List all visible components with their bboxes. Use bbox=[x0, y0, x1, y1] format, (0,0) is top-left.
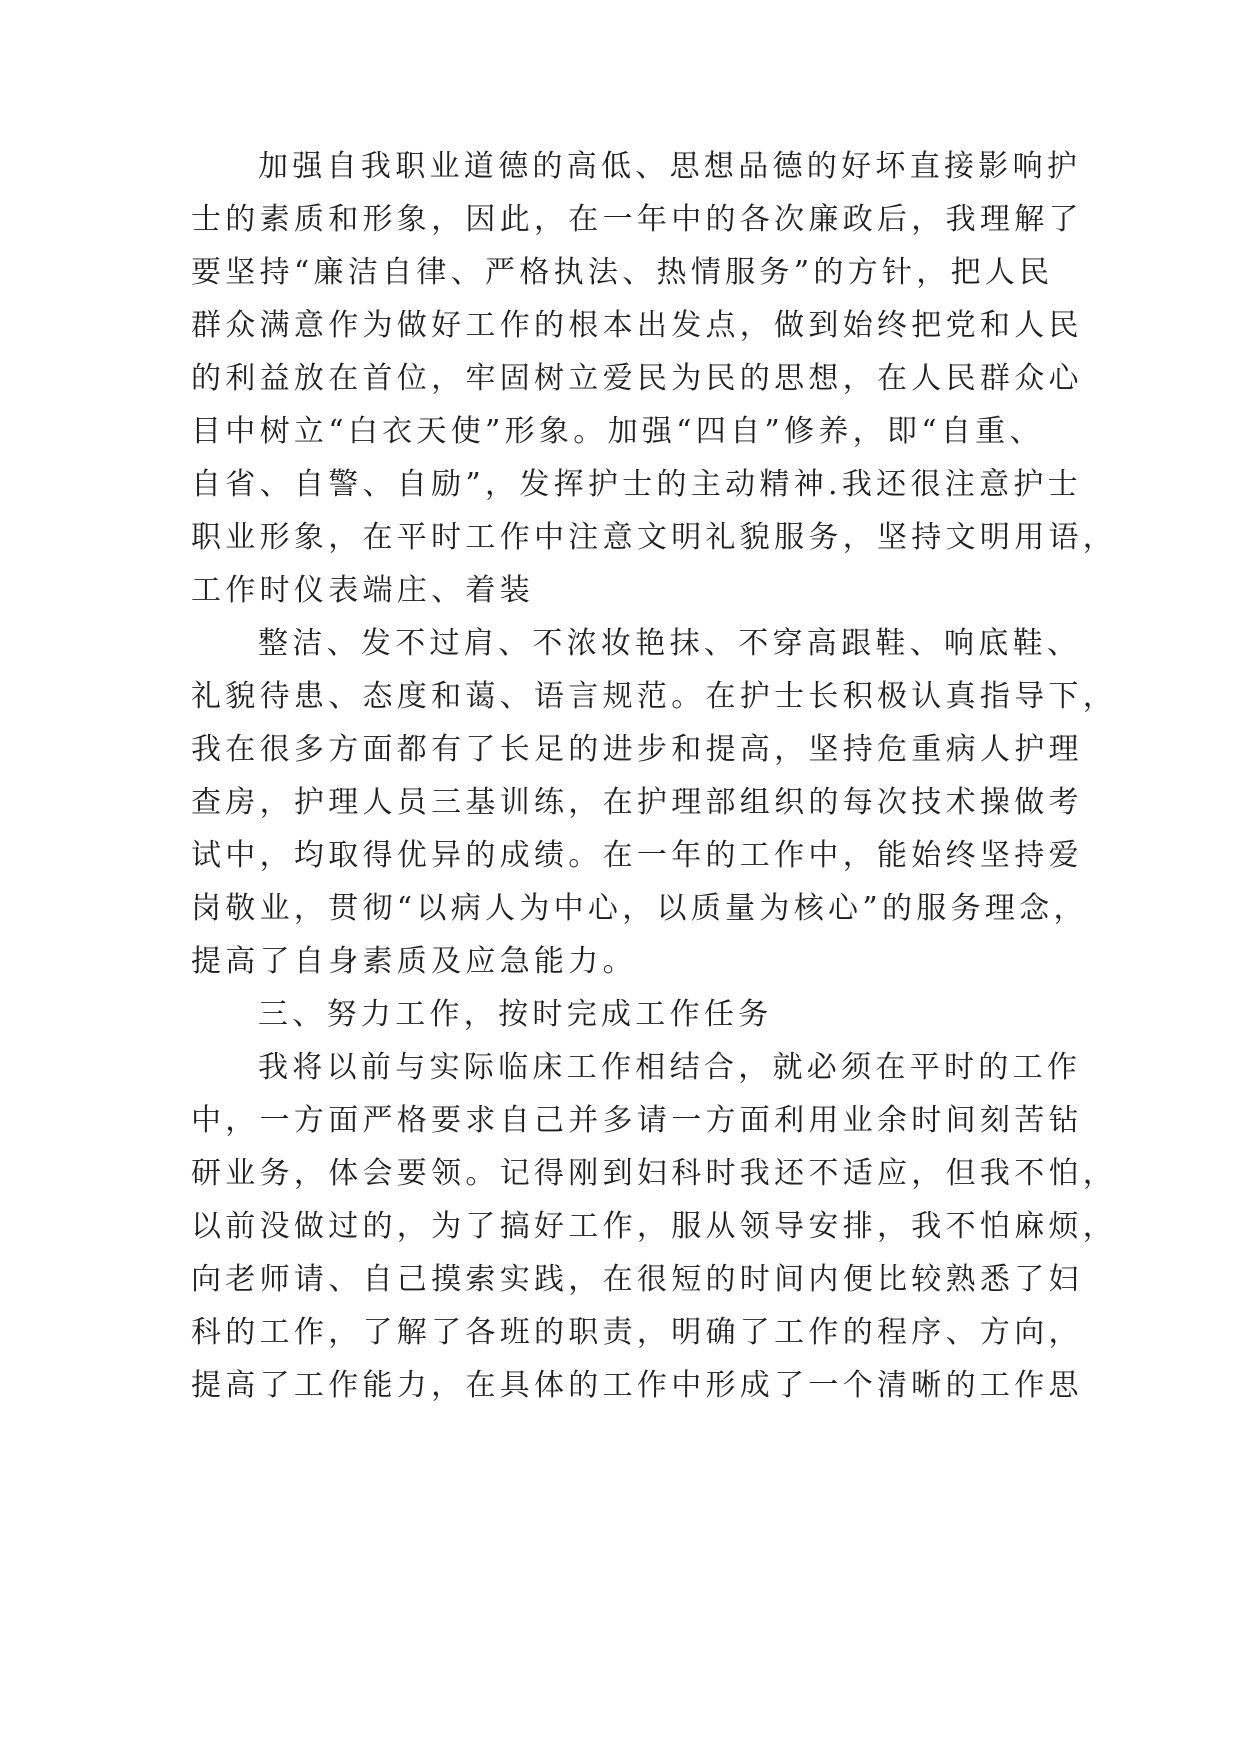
text-line bbox=[0, 1303, 1241, 1363]
text-line bbox=[0, 1144, 1241, 1204]
line-text: 试中，均取得优异的成绩。在一年的工作中，能始终坚持爱 bbox=[191, 838, 1083, 873]
text-line bbox=[0, 1197, 1241, 1257]
text-line bbox=[0, 667, 1241, 727]
text-line bbox=[0, 879, 1241, 939]
line-text: 岗敬业，贯彻“以病人为中心，以质量为核心”的服务理念， bbox=[191, 891, 1088, 926]
text-line bbox=[0, 402, 1241, 462]
line-text: 查房，护理人员三基训练，在护理部组织的每次技术操做考 bbox=[191, 785, 1083, 820]
line-text: 提高了自身素质及应急能力。 bbox=[191, 944, 637, 979]
line-text: 研业务，体会要领。记得刚到妇科时我还不适应，但我不怕， bbox=[191, 1156, 1118, 1191]
line-text: 以前没做过的，为了搞好工作，服从领导安排，我不怕麻烦， bbox=[191, 1209, 1118, 1244]
section-heading bbox=[0, 985, 1241, 1045]
line-text: 目中树立“白衣天使”形象。加强“四自”修养，即“自重、 bbox=[191, 414, 1044, 449]
line-text: 要坚持“廉洁自律、严格执法、热情服务”的方针，把人民 bbox=[191, 255, 1054, 290]
text-line bbox=[0, 932, 1241, 992]
line-text: 士的素质和形象，因此，在一年中的各次廉政后，我理解了 bbox=[191, 202, 1083, 237]
text-line bbox=[0, 614, 1241, 674]
text-line bbox=[0, 455, 1241, 515]
paragraph-start: 整洁、发不过肩、不浓妆艳抹、不穿高跟鞋、响底鞋、 bbox=[258, 626, 1082, 661]
text-line bbox=[0, 137, 1241, 197]
text-line bbox=[0, 296, 1241, 356]
text-line bbox=[0, 349, 1241, 409]
text-line bbox=[0, 1356, 1241, 1416]
line-text: 科的工作，了解了各班的职责，明确了工作的程序、方向， bbox=[191, 1315, 1083, 1350]
text-line bbox=[0, 1250, 1241, 1310]
line-text: 工作时仪表端庄、着装 bbox=[191, 573, 534, 608]
text-line bbox=[0, 826, 1241, 886]
line-text: 群众满意作为做好工作的根本出发点，做到始终把党和人民 bbox=[191, 308, 1083, 343]
text-line bbox=[0, 720, 1241, 780]
line-text: 职业形象，在平时工作中注意文明礼貌服务，坚持文明用语， bbox=[191, 520, 1118, 555]
paragraph-start: 我将以前与实际临床工作相结合，就必须在平时的工作 bbox=[258, 1050, 1082, 1085]
line-text: 提高了工作能力，在具体的工作中形成了一个清晰的工作思 bbox=[191, 1368, 1083, 1403]
line-text: 中，一方面严格要求自己并多请一方面利用业余时间刻苦钻 bbox=[191, 1103, 1083, 1138]
text-line bbox=[0, 1038, 1241, 1098]
line-text: 向老师请、自己摸索实践，在很短的时间内便比较熟悉了妇 bbox=[191, 1262, 1083, 1297]
text-line bbox=[0, 773, 1241, 833]
line-text: 自省、自警、自励”，发挥护士的主动精神.我还很注意护士 bbox=[191, 467, 1082, 502]
line-text: 的利益放在首位，牢固树立爱民为民的思想，在人民群众心 bbox=[191, 361, 1083, 396]
text-line bbox=[0, 508, 1241, 568]
heading-text: 三、努力工作，按时完成工作任务 bbox=[258, 997, 773, 1032]
line-text: 我在很多方面都有了长足的进步和提高，坚持危重病人护理 bbox=[191, 732, 1083, 767]
text-line bbox=[0, 1091, 1241, 1151]
paragraph-start: 加强自我职业道德的高低、思想品德的好坏直接影响护 bbox=[258, 149, 1082, 184]
text-line bbox=[0, 561, 1241, 621]
text-line bbox=[0, 243, 1241, 303]
line-text: 礼貌待患、态度和蔼、语言规范。在护士长积极认真指导下， bbox=[191, 679, 1118, 714]
text-line bbox=[0, 190, 1241, 250]
